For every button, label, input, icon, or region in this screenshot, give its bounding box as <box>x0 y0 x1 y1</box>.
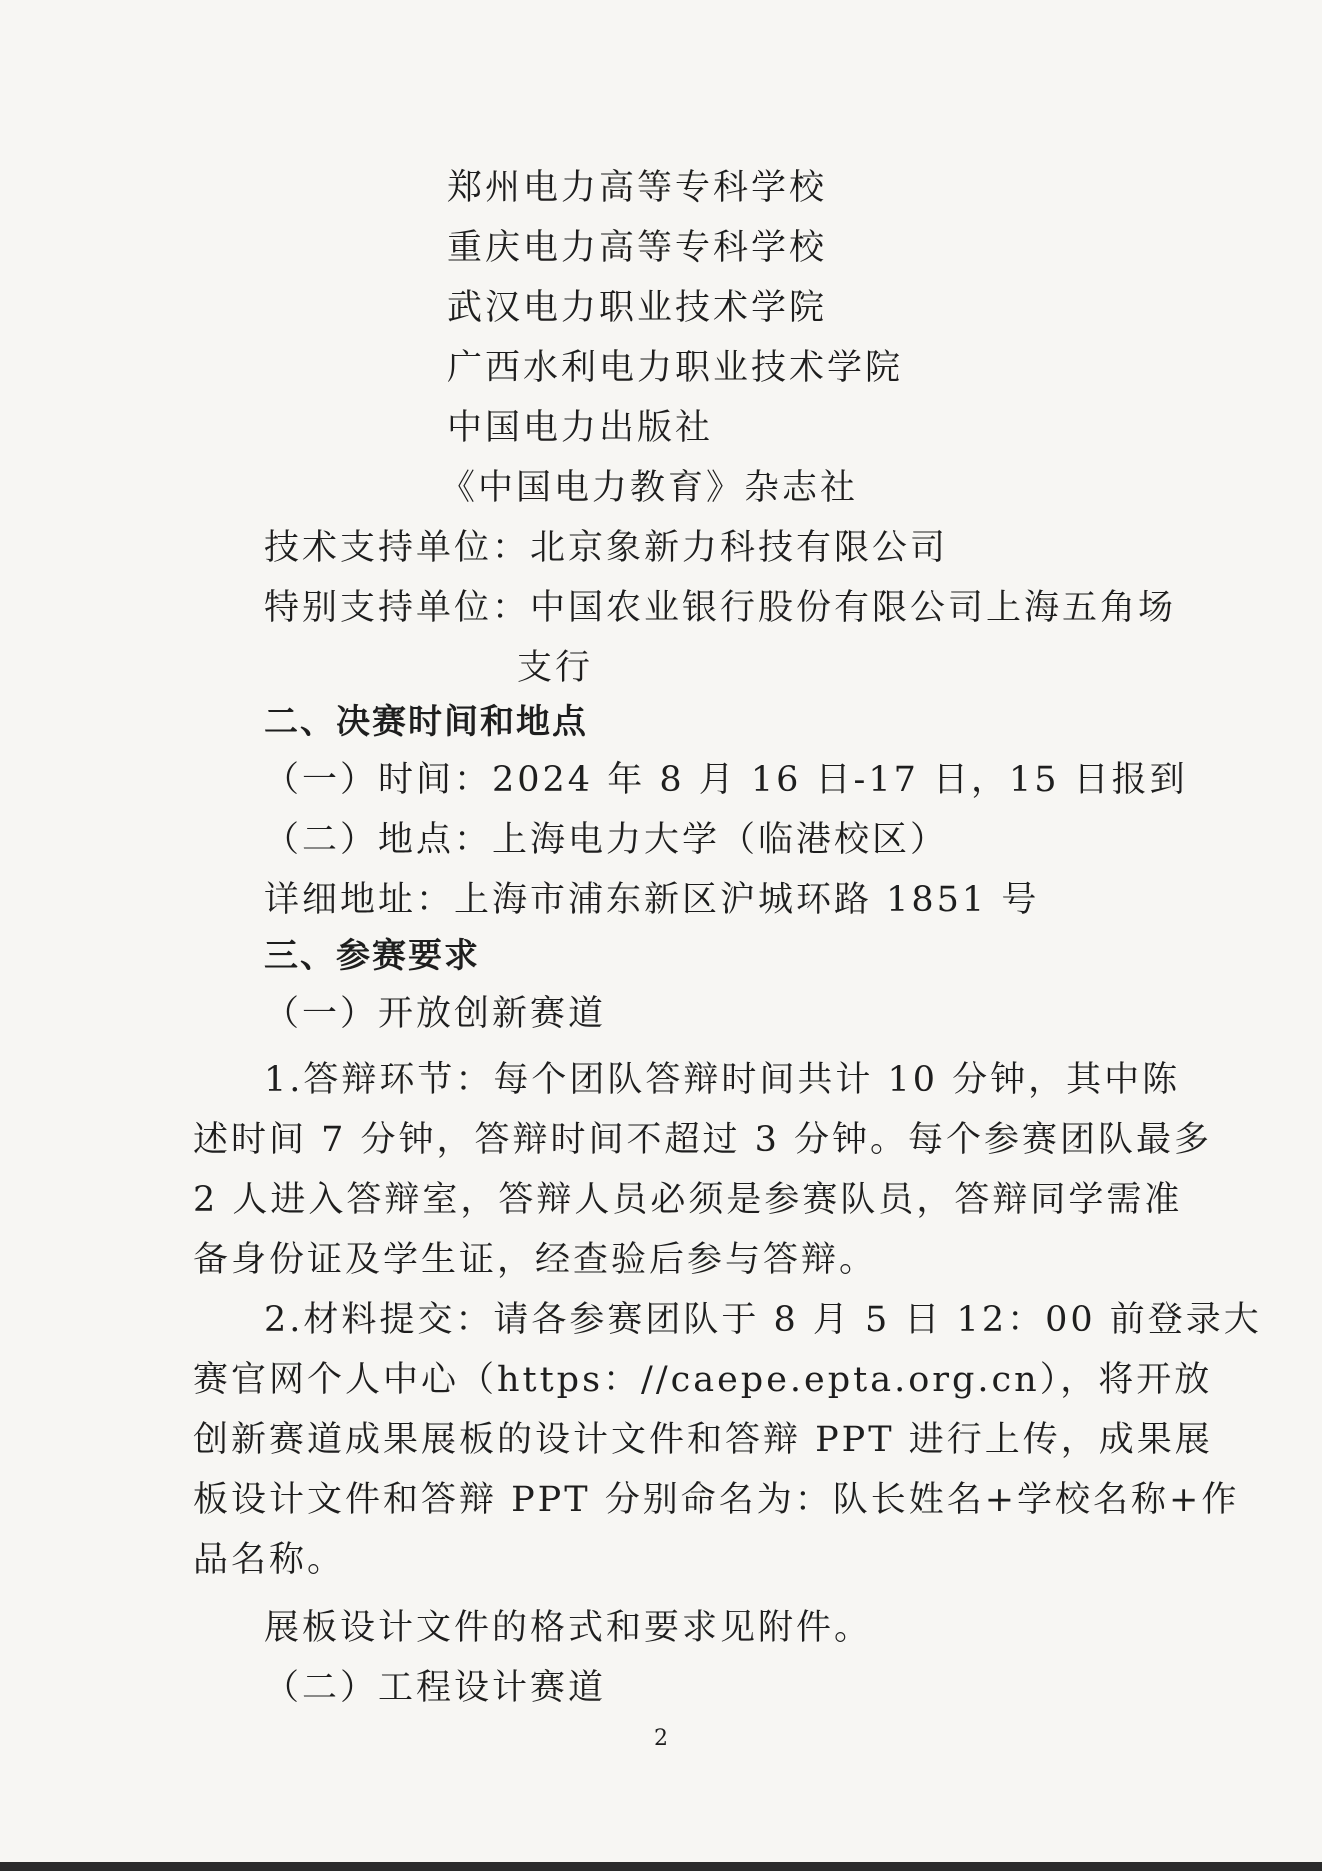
paragraph-line: 品名称。 <box>193 1540 346 1580</box>
paragraph-line: 1.答辩环节：每个团队答辩时间共计 10 分钟，其中陈 <box>264 1060 1181 1100</box>
section-heading: 三、参赛要求 <box>264 936 480 976</box>
paragraph-line: 备身份证及学生证，经查验后参与答辩。 <box>193 1240 878 1280</box>
organizer-line: 中国电力出版社 <box>447 408 714 448</box>
subsection-heading: （二）工程设计赛道 <box>264 1668 607 1708</box>
special-support-line-cont: 支行 <box>517 648 594 688</box>
organizer-line: 《中国电力教育》杂志社 <box>440 468 859 508</box>
scan-edge <box>0 1862 1322 1871</box>
subsection-heading: （一）开放创新赛道 <box>264 994 607 1034</box>
time-line: （一）时间：2024 年 8 月 16 日-17 日，15 日报到 <box>264 760 1188 800</box>
attachment-note: 展板设计文件的格式和要求见附件。 <box>264 1608 873 1648</box>
page-number: 2 <box>654 1726 668 1751</box>
organizer-line: 重庆电力高等专科学校 <box>447 228 828 268</box>
place-line: （二）地点：上海电力大学（临港校区） <box>264 820 949 860</box>
paragraph-line: 创新赛道成果展板的设计文件和答辩 PPT 进行上传，成果展 <box>193 1420 1213 1460</box>
paragraph-line: 板设计文件和答辩 PPT 分别命名为：队长姓名+学校名称+作 <box>193 1480 1240 1520</box>
section-heading: 二、决赛时间和地点 <box>264 702 588 742</box>
tech-support-line: 技术支持单位：北京象新力科技有限公司 <box>264 528 949 568</box>
organizer-line: 郑州电力高等专科学校 <box>447 168 828 208</box>
special-support-line: 特别支持单位：中国农业银行股份有限公司上海五角场 <box>264 588 1177 628</box>
address-line: 详细地址：上海市浦东新区沪城环路 1851 号 <box>264 880 1040 920</box>
paragraph-line: 赛官网个人中心（https：//caepe.epta.org.cn），将开放 <box>193 1360 1213 1400</box>
paragraph-line: 述时间 7 分钟，答辩时间不超过 3 分钟。每个参赛团队最多 <box>193 1120 1213 1160</box>
paragraph-line: 2.材料提交：请各参赛团队于 8 月 5 日 12：00 前登录大 <box>264 1300 1262 1340</box>
organizer-line: 武汉电力职业技术学院 <box>447 288 828 328</box>
organizer-line: 广西水利电力职业技术学院 <box>447 348 904 388</box>
paragraph-line: 2 人进入答辩室，答辩人员必须是参赛队员，答辩同学需准 <box>193 1180 1183 1220</box>
